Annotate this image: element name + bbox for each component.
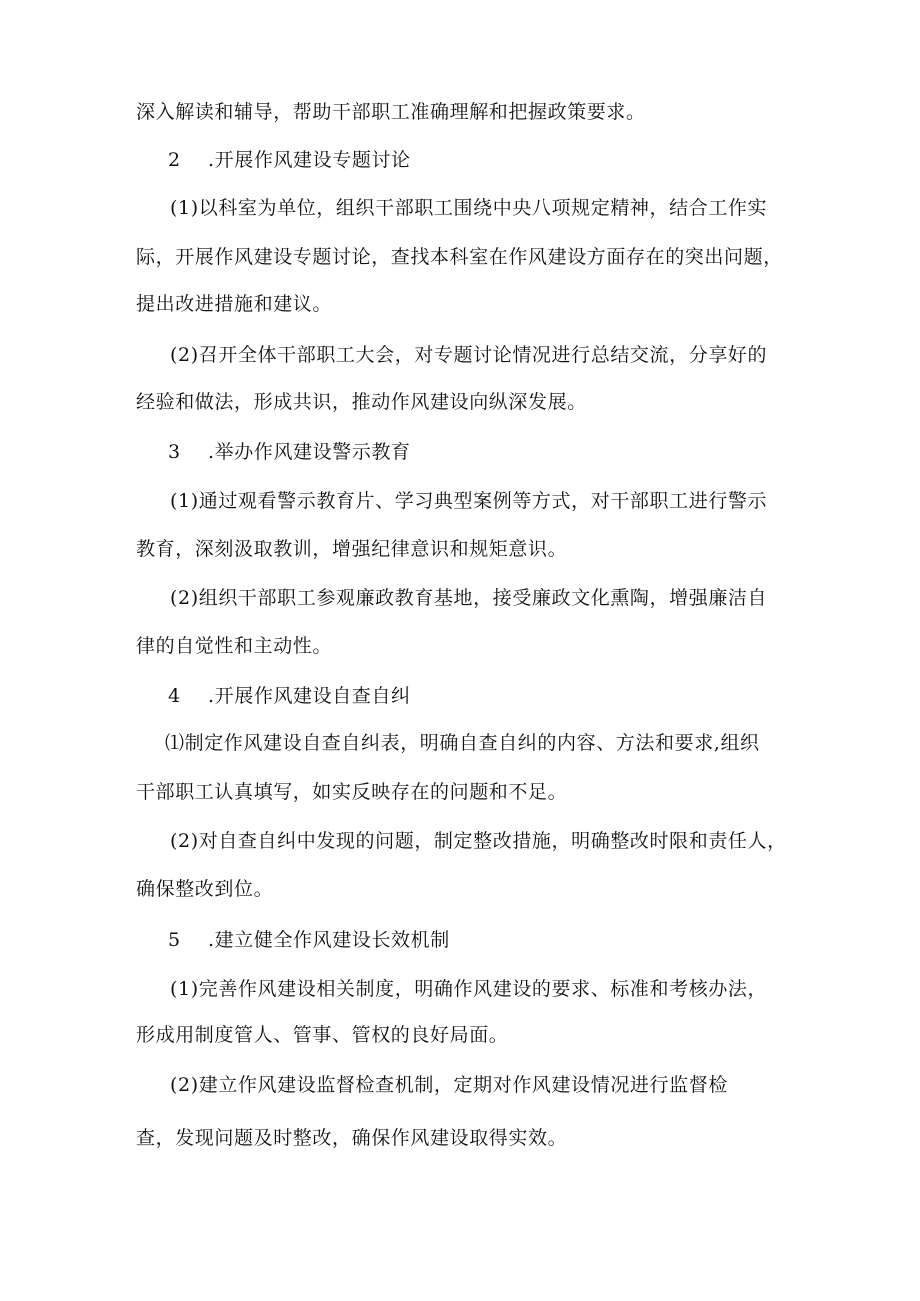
section-4-item-1-line-1: ⑴制定作风建设自查自纠表，明确自查自纠的内容、方法和要求,组织 [165, 732, 760, 754]
section-5-item-2-line-2: 查，发现问题及时整改，确保作风建设取得实效。 [136, 1127, 568, 1149]
intro-line: 深入解读和辅导，帮助干部职工准确理解和把握政策要求。 [136, 101, 646, 123]
section-3-item-1-line-2: 教育，深刻汲取教训，增强纪律意识和规矩意识。 [136, 538, 568, 560]
section-3-item-2-line-1: (2)组织干部职工参观廉政教育基地，接受廉政文化熏陶，增强廉洁自 [170, 587, 768, 609]
section-5-item-1-line-1: (1)完善作风建设相关制度，明确作风建设的要求、标准和考核办法， [170, 978, 768, 1000]
section-2-item-1-line-1: (1)以科室为单位，组织干部职工围绕中央八项规定精神，结合工作实 [170, 197, 768, 219]
section-3-number: 3 [168, 441, 181, 463]
section-4-item-1-line-2: 干部职工认真填写，如实反映存在的问题和不足。 [136, 781, 568, 803]
section-2-title: .开展作风建设专题讨论 [208, 149, 411, 171]
section-4-title: .开展作风建设自查自纠 [208, 685, 411, 707]
section-4-number: 4 [168, 685, 181, 707]
section-2-item-1-line-2: 际，开展作风建设专题讨论，查找本科室在作风建设方面存在的突出问题， [136, 246, 783, 268]
section-2-number: 2 [168, 149, 181, 171]
section-3-item-1-line-1: (1)通过观看警示教育片、学习典型案例等方式，对干部职工进行警示 [170, 490, 768, 512]
section-4-item-2-line-2: 确保整改到位。 [136, 878, 274, 900]
section-3-item-2-line-2: 律的自觉性和主动性。 [136, 635, 333, 657]
section-2-item-1-line-3: 提出改进措施和建议。 [136, 293, 333, 315]
section-5-title: .建立健全作风建设长效机制 [208, 929, 450, 951]
section-2-item-2-line-2: 经验和做法，形成共识，推动作风建设向纵深发展。 [136, 391, 587, 413]
section-2-item-2-line-1: (2)召开全体干部职工大会，对专题讨论情况进行总结交流，分享好的 [170, 344, 768, 366]
section-5-number: 5 [168, 929, 181, 951]
section-5-item-1-line-2: 形成用制度管人、管事、管权的良好局面。 [136, 1024, 509, 1046]
section-3-title: .举办作风建设警示教育 [208, 441, 411, 463]
section-5-item-2-line-1: (2)建立作风建设监督检查机制，定期对作风建设情况进行监督检 [170, 1074, 728, 1096]
section-4-item-2-line-1: (2)对自查自纠中发现的问题，制定整改措施，明确整改时限和责任人， [170, 830, 787, 852]
